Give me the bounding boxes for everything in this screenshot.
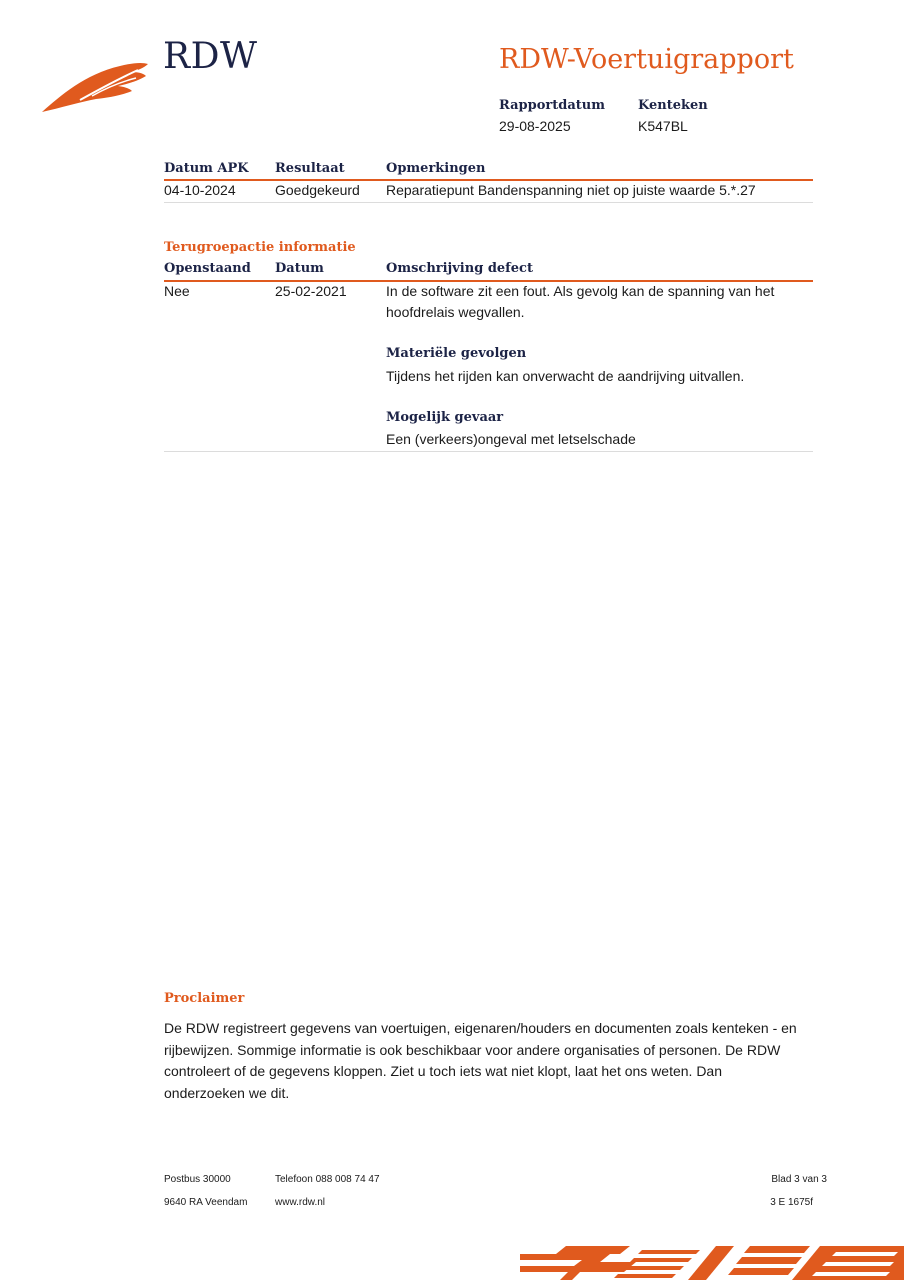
footer-website-link[interactable]: www.rdw.nl xyxy=(275,1197,326,1208)
apk-header-remarks: Opmerkingen xyxy=(386,161,486,176)
recall-date-value: 25-02-2021 xyxy=(275,283,347,299)
apk-cell-date: 04-10-2024 xyxy=(164,182,236,198)
apk-row-rule xyxy=(164,202,813,203)
rdw-stripes-icon xyxy=(520,1244,904,1280)
footer-phone: Telefoon 088 008 74 47 xyxy=(275,1174,380,1185)
report-date-value: 29-08-2025 xyxy=(499,118,571,134)
recall-consequences: Tijdens het rijden kan onverwacht de aandrijving uitvallen. xyxy=(386,368,745,384)
footer-address-line2: 9640 RA Veendam xyxy=(164,1197,248,1208)
recall-defect-description: In de software zit een fout. Als gevolg kan de spanning van het hoofdrelais wegvallen. xyxy=(386,283,775,320)
proclaimer-body: De RDW registreert gegevens van voertuigen, eigenaren/houders en documenten zoals kenteken - en rijbewijzen. Sommige informatie is ook beschikbaar voor andere organisaties of personen. De RDW controleert of de gegevens kloppen. Ziet u toch iets wat niet klopt, laat het ons weten. Dan onderzoeken we dit. xyxy=(164,1020,797,1101)
recall-title: Terugroepactie informatie xyxy=(164,240,356,255)
rdw-logo-text: RDW xyxy=(163,36,258,77)
recall-header-date: Datum xyxy=(275,261,324,276)
recall-open-value: Nee xyxy=(164,283,190,299)
footer-code: 3 E 1675f xyxy=(770,1197,813,1208)
plate-value: K547BL xyxy=(638,118,688,134)
apk-cell-remarks: Reparatiepunt Bandenspanning niet op juiste waarde 5.*.27 xyxy=(386,182,756,198)
footer-page-number: Blad 3 van 3 xyxy=(771,1174,827,1185)
report-title: RDW-Voertuigrapport xyxy=(499,44,794,75)
apk-cell-result: Goedgekeurd xyxy=(275,182,360,198)
recall-consequences-label: Materiële gevolgen xyxy=(386,346,527,361)
proclaimer-title: Proclaimer xyxy=(164,991,245,1006)
rdw-feather-logo-icon xyxy=(40,56,150,114)
apk-header-result: Resultaat xyxy=(275,161,345,176)
report-date-label: Rapportdatum xyxy=(499,98,605,113)
recall-danger-label: Mogelijk gevaar xyxy=(386,410,504,425)
recall-header-open: Openstaand xyxy=(164,261,251,276)
footer-address-line1: Postbus 30000 xyxy=(164,1174,231,1185)
plate-label: Kenteken xyxy=(638,98,708,113)
recall-row-rule xyxy=(164,451,813,452)
apk-header-date: Datum APK xyxy=(164,161,249,176)
recall-danger: Een (verkeers)ongeval met letselschade xyxy=(386,431,636,447)
recall-header-defect: Omschrijving defect xyxy=(386,261,533,276)
